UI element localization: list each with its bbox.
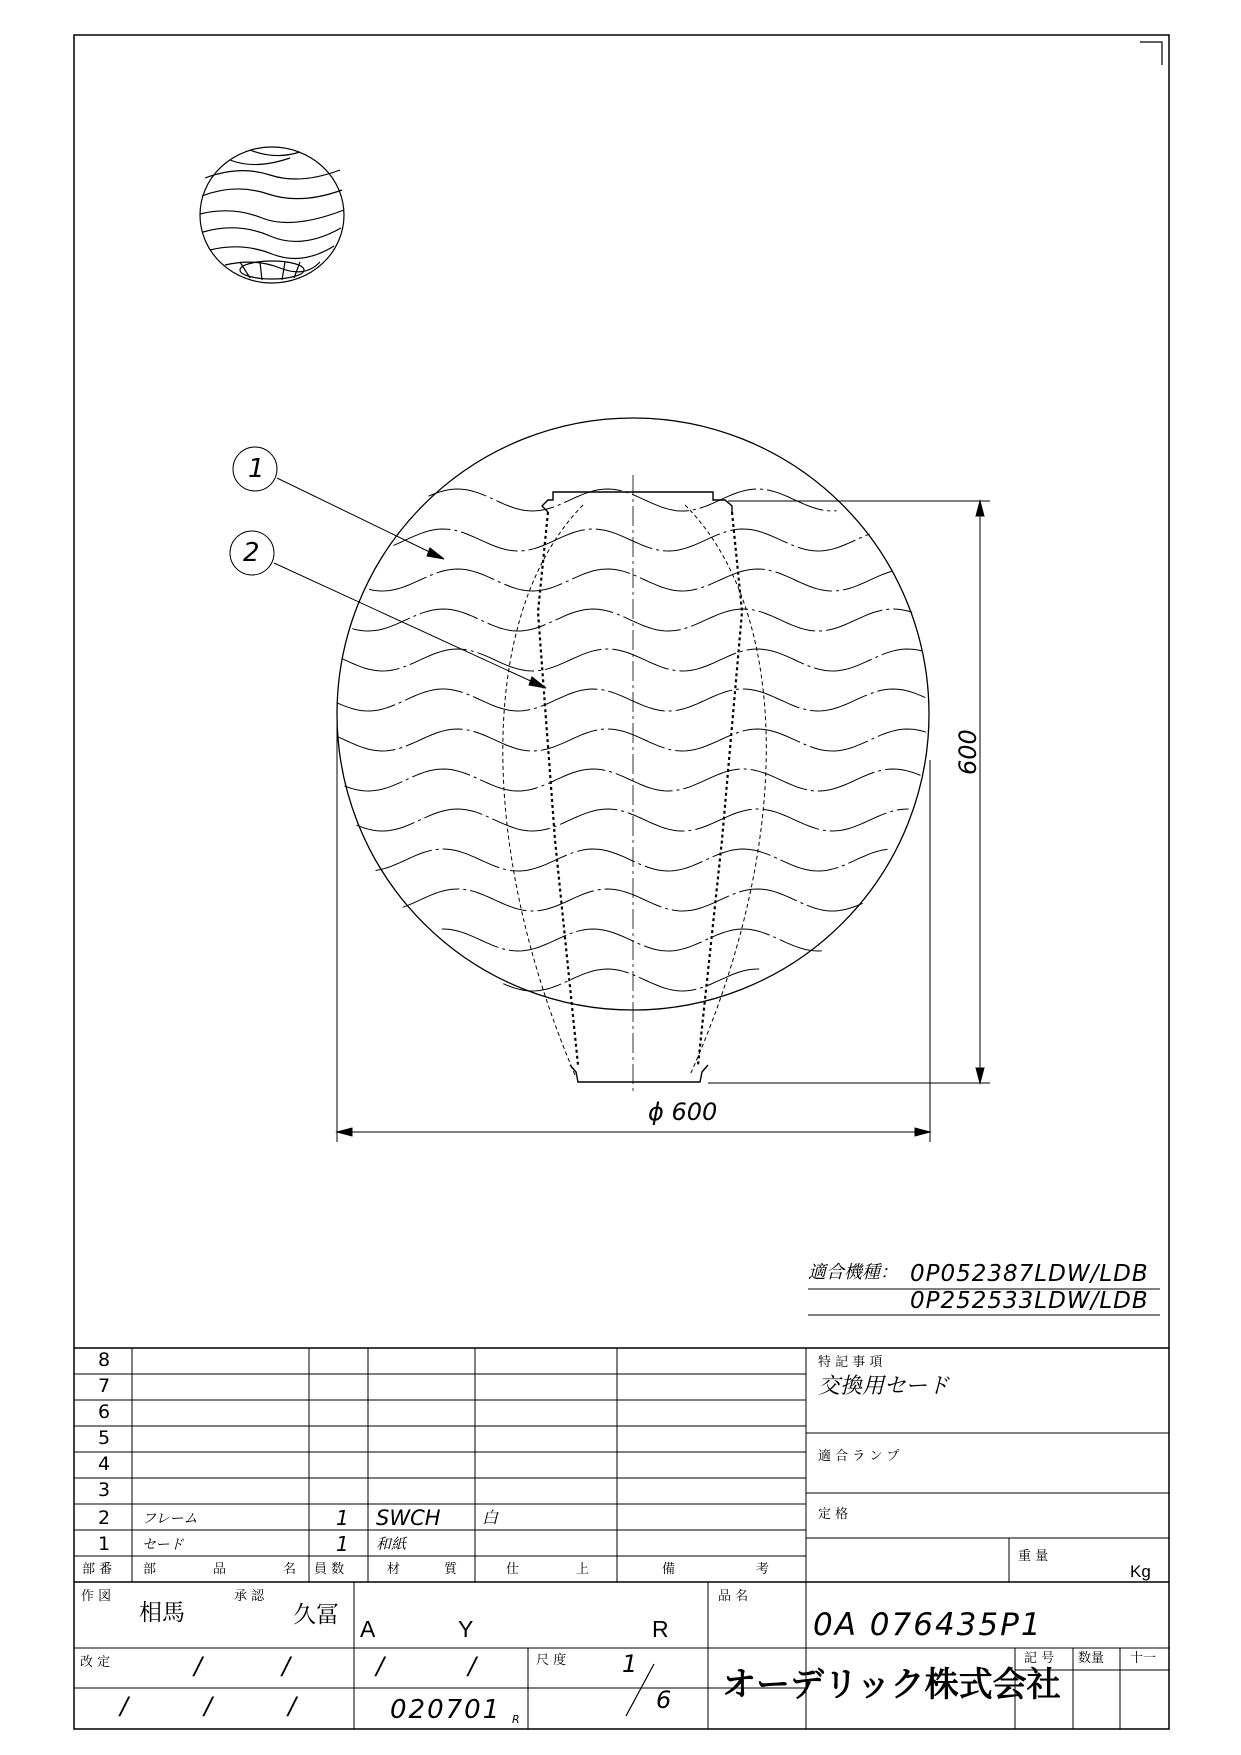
revision-slash: / [282, 1652, 291, 1680]
drawn-label: 作 図 [81, 1589, 112, 1604]
header-part-number: 部 番 [82, 1562, 113, 1577]
grade-r: R [652, 1616, 669, 1642]
revision-slash: / [194, 1652, 203, 1680]
balloon-1-label: 1 [248, 454, 265, 484]
revision-label: 改 定 [80, 1655, 111, 1670]
wave-rib [394, 529, 870, 551]
part-row-2-name: フレーム [142, 1511, 198, 1527]
wave-rib [352, 609, 912, 631]
grade-y: Y [458, 1616, 474, 1642]
revision-slash: / [204, 1692, 213, 1720]
wave-rib [369, 569, 893, 591]
count-label: 数量 [1078, 1651, 1105, 1666]
corner-mark [1140, 42, 1162, 65]
row-number: 5 [98, 1427, 111, 1449]
sheet-border [74, 35, 1169, 1729]
extra-label: 十一 [1130, 1651, 1157, 1666]
compat-label: 適合機種： [808, 1262, 898, 1283]
shade-wave-ribs [337, 489, 926, 991]
balloon-leaders [230, 447, 546, 688]
header-part-name: 名 [283, 1562, 297, 1577]
product-name-label: 品 名 [718, 1589, 749, 1604]
weight-unit: Kg [1130, 1562, 1151, 1581]
special-notes-value: 交換用セード [818, 1374, 950, 1399]
dimension-lines [337, 501, 990, 1142]
part-row-2-no: 2 [98, 1507, 111, 1529]
part-row-2-finish: 白 [482, 1508, 499, 1527]
header-quantity: 員 数 [314, 1562, 345, 1577]
row-number: 3 [98, 1479, 111, 1501]
row-number: 4 [98, 1453, 111, 1475]
revision-slash: / [468, 1652, 477, 1680]
wave-rib [442, 929, 822, 951]
part-row-2-qty: 1 [336, 1506, 349, 1530]
part-row-1-material: 和紙 [376, 1535, 407, 1553]
part-row-1-no: 1 [98, 1533, 111, 1555]
header-finish: 上 [576, 1562, 590, 1577]
approved-label: 承 認 [234, 1589, 265, 1604]
row-number: 8 [98, 1349, 111, 1371]
header-material: 質 [444, 1562, 458, 1577]
product-code: 0A 076435P1 [813, 1607, 1043, 1643]
part-row-1-qty: 1 [336, 1532, 349, 1556]
approved-by: 久冨 [293, 1602, 339, 1628]
revision-slash: / [288, 1692, 297, 1720]
frame-left [538, 512, 578, 1065]
scale-numerator: 1 [622, 1650, 638, 1678]
lamp-label: 適 合 ラ ン プ [818, 1449, 900, 1464]
revision-slash: / [376, 1652, 385, 1680]
header-remarks: 考 [756, 1562, 770, 1577]
date-suffix: R [512, 1713, 520, 1726]
frame-right [698, 512, 742, 1065]
wave-rib [337, 689, 925, 711]
thumbnail-lamp-illustration [200, 147, 344, 283]
weight-label: 重 量 [1018, 1549, 1049, 1564]
header-material: 材 [387, 1562, 401, 1577]
company-name: オーデリック株式会社 [722, 1666, 1061, 1704]
scale-denominator: 6 [656, 1686, 672, 1714]
wave-rib [342, 649, 922, 671]
header-part-name: 部 [143, 1562, 157, 1577]
balloon-2-label: 2 [243, 538, 260, 568]
rating-label: 定 格 [818, 1507, 849, 1522]
wave-rib [503, 969, 759, 991]
wave-rib [345, 769, 921, 791]
row-number: 6 [98, 1401, 111, 1423]
special-notes-label: 特 記 事 項 [818, 1355, 883, 1370]
drawing-date: 020701 [390, 1695, 502, 1725]
height-dimension: 600 [954, 729, 982, 775]
compat-model-1: 0P052387LDW/LDB [910, 1261, 1149, 1287]
header-remarks: 備 [662, 1562, 676, 1577]
top-ring [542, 492, 732, 512]
grade-a: A [360, 1616, 376, 1642]
row-number: 7 [98, 1375, 111, 1397]
scale-label: 尺 度 [536, 1653, 567, 1668]
part-row-2-material: SWCH [376, 1506, 441, 1530]
header-part-name: 品 [213, 1562, 227, 1577]
header-finish: 仕 [506, 1562, 520, 1577]
mark-label: 記 号 [1024, 1651, 1055, 1666]
diameter-dimension: ϕ 600 [648, 1098, 718, 1126]
wave-rib [338, 729, 926, 751]
wave-rib [376, 849, 888, 871]
drawn-by: 相馬 [139, 1600, 185, 1626]
revision-slash: / [120, 1692, 129, 1720]
bottom-ring [570, 1065, 708, 1082]
lamp-shade-drawing [337, 418, 929, 1095]
compat-model-2: 0P252533LDW/LDB [910, 1288, 1149, 1314]
part-row-1-name: セード [142, 1537, 184, 1553]
